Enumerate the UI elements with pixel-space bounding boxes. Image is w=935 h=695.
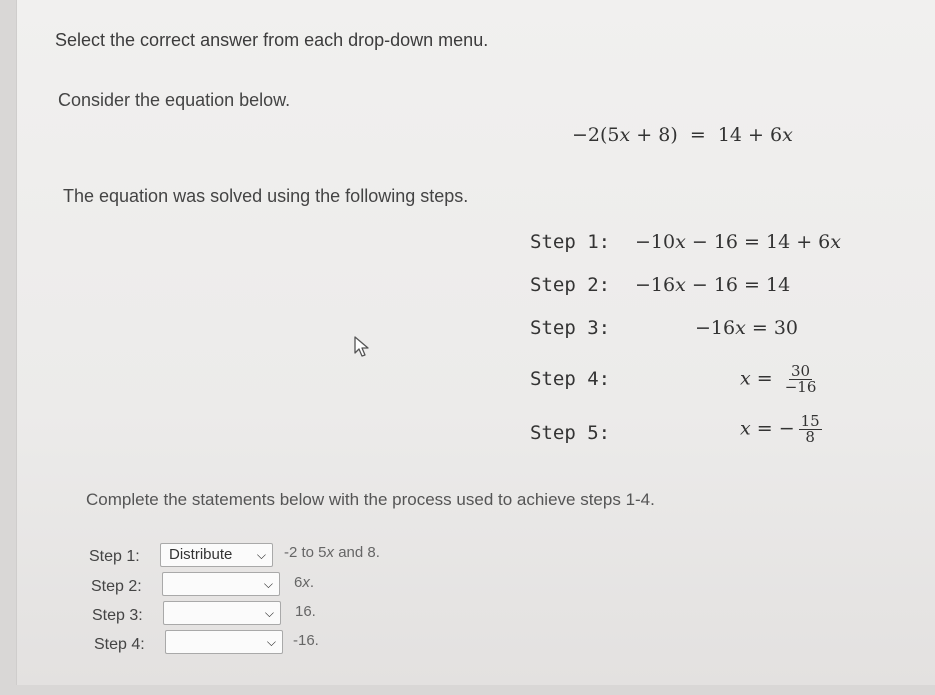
step-eq-part: = − [750, 417, 795, 440]
equation-equals: = [689, 124, 706, 146]
step-eq-part: = [750, 367, 779, 390]
step-eq-part: −10 [635, 231, 676, 253]
step-eq-part: = 30 [745, 317, 799, 339]
statement-suffix [294, 574, 314, 591]
steps-intro-text: The equation was solved using the following steps. [63, 186, 469, 206]
step-label: Step 1: [530, 231, 611, 253]
complete-prompt-text: Complete the statements below with the process used to achieve steps 1-4. [86, 490, 655, 509]
step-equation [740, 364, 818, 395]
main-equation [572, 124, 793, 146]
statement-suffix-var: x [302, 574, 310, 591]
intro-text: Consider the equation below. [58, 90, 291, 110]
statement-suffix: 16. [295, 603, 316, 620]
step-eq-var: x [740, 367, 751, 390]
statement-label: Step 3: [92, 607, 143, 624]
fraction-denominator: −16 [784, 378, 817, 396]
statement-suffix-part: . [309, 574, 315, 591]
step-equation [635, 231, 841, 253]
statement-suffix-part: and 8. [334, 544, 380, 561]
step-eq-part: − 16 = 14 [685, 274, 791, 296]
process-dropdown[interactable] [165, 630, 283, 654]
fraction-numerator: 30 [791, 362, 811, 380]
statement-suffix [284, 544, 380, 561]
step-eq-var: x [675, 231, 686, 253]
step-equation [740, 414, 822, 445]
statement-suffix-part: -2 to 5 [284, 544, 327, 561]
step-eq-var: x [830, 231, 841, 253]
equation-rhs-num: 14 + 6 [717, 124, 783, 146]
dropdown-selected-value: Distribute [169, 546, 233, 563]
step-fraction [783, 364, 819, 395]
step-eq-var: x [675, 274, 686, 296]
step-label: Step 3: [530, 317, 611, 339]
fraction-numerator: 15 [800, 412, 820, 430]
equation-lhs-prefix: −2(5 [572, 124, 620, 146]
step-eq-var: x [735, 317, 746, 339]
step-row [530, 414, 890, 444]
statement-suffix: -16. [293, 632, 319, 649]
process-dropdown[interactable] [163, 601, 281, 625]
step-eq-part: −16 [635, 274, 676, 296]
process-dropdown[interactable] [160, 543, 273, 567]
chevron-down-icon: ⌵ [256, 548, 266, 562]
step-eq-part: −16 [695, 317, 736, 339]
mouse-pointer-icon [353, 335, 371, 359]
equation-lhs-suffix: + 8) [630, 124, 678, 146]
step-fraction [799, 414, 822, 445]
step-row [530, 274, 890, 304]
step-equation [695, 317, 798, 339]
step-eq-var: x [740, 417, 751, 440]
statement-label: Step 1: [89, 548, 140, 565]
equation-rhs-var: x [782, 124, 793, 146]
statement-label: Step 2: [91, 578, 142, 595]
step-row [530, 317, 890, 347]
chevron-down-icon: ⌵ [266, 635, 276, 649]
fraction-denominator: 8 [805, 428, 815, 446]
equation-lhs-var: x [619, 124, 631, 146]
step-row [530, 231, 890, 261]
step-eq-part: − 16 = 14 + 6 [685, 231, 831, 253]
step-label: Step 4: [530, 368, 611, 390]
step-row [530, 364, 890, 394]
step-equation [635, 274, 790, 296]
step-label: Step 5: [530, 422, 611, 444]
question-card [16, 0, 935, 685]
chevron-down-icon: ⌵ [263, 577, 273, 591]
statement-label: Step 4: [94, 636, 145, 653]
chevron-down-icon: ⌵ [264, 606, 274, 620]
step-label: Step 2: [530, 274, 611, 296]
statement-suffix-part: 6 [294, 574, 303, 591]
statement-suffix-var: x [326, 544, 335, 561]
instructions-text: Select the correct answer from each drop-down menu. [55, 30, 489, 50]
process-dropdown[interactable] [162, 572, 280, 596]
